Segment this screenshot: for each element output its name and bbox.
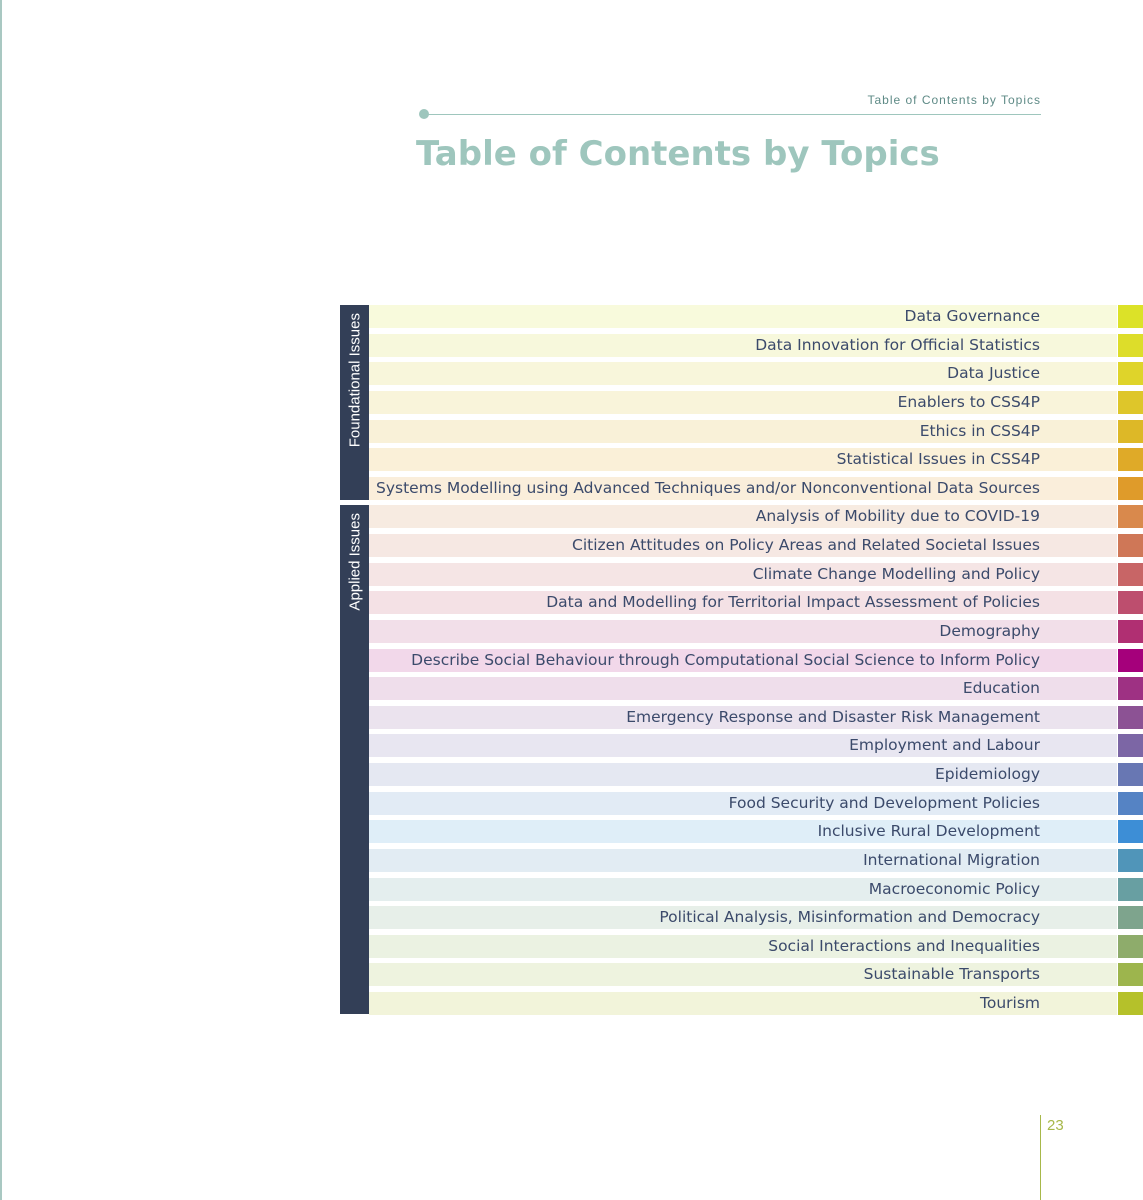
topic-row[interactable]: [369, 963, 1143, 986]
topic-label[interactable]: Data Innovation for Official Statistics: [755, 336, 1040, 354]
topic-row[interactable]: [369, 992, 1143, 1015]
topic-color-swatch: [1118, 305, 1143, 328]
topic-label[interactable]: Analysis of Mobility due to COVID-19: [755, 507, 1040, 525]
topic-label[interactable]: Epidemiology: [934, 765, 1040, 783]
topic-label[interactable]: Climate Change Modelling and Policy: [752, 565, 1040, 583]
topic-label[interactable]: Macroeconomic Policy: [868, 880, 1040, 898]
topic-row[interactable]: [369, 677, 1143, 700]
topic-color-swatch: [1118, 906, 1143, 929]
topic-color-swatch: [1118, 935, 1143, 958]
topic-row[interactable]: [369, 362, 1143, 385]
topic-label[interactable]: Describe Social Behaviour through Computational Social Science to Inform Policy: [411, 651, 1040, 669]
topic-color-swatch: [1118, 706, 1143, 729]
topic-color-swatch: [1118, 534, 1143, 557]
page-number-rule: [1040, 1115, 1041, 1200]
topic-row[interactable]: [369, 792, 1143, 815]
topic-color-swatch: [1118, 734, 1143, 757]
topic-color-swatch: [1118, 649, 1143, 672]
topic-label[interactable]: Education: [962, 679, 1040, 697]
topic-color-swatch: [1118, 362, 1143, 385]
topic-row[interactable]: [369, 505, 1143, 528]
topic-row[interactable]: [369, 448, 1143, 471]
topic-label[interactable]: Ethics in CSS4P: [919, 422, 1040, 440]
topic-label[interactable]: Political Analysis, Misinformation and Democracy: [659, 908, 1040, 926]
topic-label[interactable]: Tourism: [980, 994, 1040, 1012]
topic-row[interactable]: [369, 763, 1143, 786]
topic-label[interactable]: Sustainable Transports: [863, 965, 1040, 983]
topic-row[interactable]: [369, 534, 1143, 557]
topic-color-swatch: [1118, 763, 1143, 786]
topic-row[interactable]: [369, 620, 1143, 643]
topic-row[interactable]: [369, 391, 1143, 414]
topic-label[interactable]: Systems Modelling using Advanced Techniques and/or Nonconventional Data Sources: [376, 479, 1040, 497]
topic-row[interactable]: [369, 849, 1143, 872]
topic-row[interactable]: [369, 935, 1143, 958]
header-rule: [424, 114, 1041, 115]
topic-row[interactable]: [369, 591, 1143, 614]
topic-color-swatch: [1118, 563, 1143, 586]
topic-row[interactable]: [369, 878, 1143, 901]
topic-row[interactable]: [369, 734, 1143, 757]
topic-color-swatch: [1118, 792, 1143, 815]
topic-row[interactable]: [369, 477, 1143, 500]
category-foundational-issues: [340, 305, 369, 500]
topic-label[interactable]: Data Governance: [904, 307, 1040, 325]
category-label: Foundational Issues: [346, 313, 363, 448]
topic-color-swatch: [1118, 591, 1143, 614]
topic-label[interactable]: International Migration: [863, 851, 1040, 869]
topic-label[interactable]: Data Justice: [947, 364, 1040, 382]
topic-color-swatch: [1118, 620, 1143, 643]
topic-color-swatch: [1118, 391, 1143, 414]
page-title: Table of Contents by Topics: [416, 134, 940, 174]
topic-label[interactable]: Citizen Attitudes on Policy Areas and Related Societal Issues: [572, 536, 1040, 554]
topic-row[interactable]: [369, 563, 1143, 586]
topic-label[interactable]: Social Interactions and Inequalities: [768, 937, 1040, 955]
topic-color-swatch: [1118, 420, 1143, 443]
topic-label[interactable]: Enablers to CSS4P: [897, 393, 1040, 411]
topic-row[interactable]: [369, 334, 1143, 357]
topic-color-swatch: [1118, 448, 1143, 471]
topic-label[interactable]: Inclusive Rural Development: [817, 822, 1040, 840]
category-applied-issues: [340, 505, 369, 1014]
topic-color-swatch: [1118, 963, 1143, 986]
topic-row[interactable]: [369, 906, 1143, 929]
category-label: Applied Issues: [346, 513, 363, 611]
topic-row[interactable]: [369, 420, 1143, 443]
topic-color-swatch: [1118, 820, 1143, 843]
topic-row[interactable]: [369, 649, 1143, 672]
topic-color-swatch: [1118, 849, 1143, 872]
topic-row[interactable]: [369, 305, 1143, 328]
topic-row[interactable]: [369, 820, 1143, 843]
topic-color-swatch: [1118, 505, 1143, 528]
topic-label[interactable]: Demography: [939, 622, 1040, 640]
topic-color-swatch: [1118, 992, 1143, 1015]
topic-label[interactable]: Statistical Issues in CSS4P: [836, 450, 1040, 468]
topic-row[interactable]: [369, 706, 1143, 729]
topic-label[interactable]: Data and Modelling for Territorial Impact Assessment of Policies: [546, 593, 1040, 611]
left-margin-rule: [0, 0, 2, 1200]
topic-color-swatch: [1118, 334, 1143, 357]
topic-color-swatch: [1118, 677, 1143, 700]
topic-color-swatch: [1118, 878, 1143, 901]
topic-label[interactable]: Employment and Labour: [849, 736, 1040, 754]
page-number: 23: [1047, 1117, 1064, 1134]
topic-color-swatch: [1118, 477, 1143, 500]
topic-label[interactable]: Emergency Response and Disaster Risk Management: [626, 708, 1040, 726]
topic-label[interactable]: Food Security and Development Policies: [728, 794, 1040, 812]
running-head: Table of Contents by Topics: [867, 93, 1041, 107]
